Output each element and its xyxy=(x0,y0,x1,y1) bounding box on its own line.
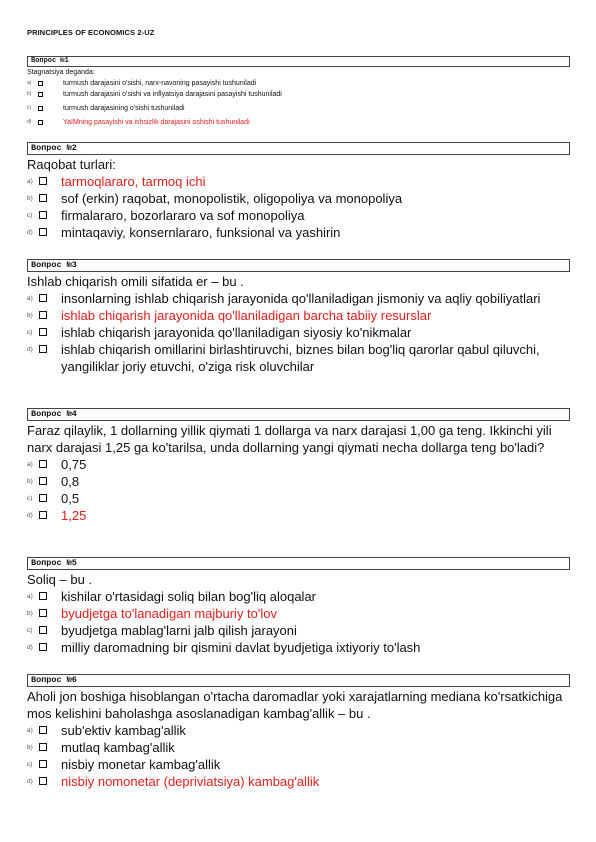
option-letter: c) xyxy=(27,495,33,502)
checkbox-icon[interactable] xyxy=(39,643,47,651)
answer-option[interactable] xyxy=(27,490,570,507)
option-text: turmush darajasining o'sishi tushuniladi xyxy=(63,105,185,112)
option-text: insonlarning ishlab chiqarish jarayonida qo'llaniladigan jismoniy va aqliy qobiliyatlari xyxy=(61,291,541,306)
option-letter: b) xyxy=(27,195,33,202)
option-letter: a) xyxy=(27,461,33,468)
question-block xyxy=(27,56,570,127)
option-text: ishlab chiqarish omillarini birlashtiruvchi, biznes bilan bog'liq qarorlar qabul qiluvchi, yangiliklar joriy etuvchi, o'ziga risk oluvchilar xyxy=(61,342,540,374)
option-letter: b) xyxy=(27,91,32,97)
checkbox-icon[interactable] xyxy=(38,120,43,125)
checkbox-icon[interactable] xyxy=(39,228,47,236)
question-text: Stagnatsiya deganda: xyxy=(27,69,95,76)
question-block xyxy=(27,259,570,375)
answer-option[interactable] xyxy=(27,324,570,341)
answer-option[interactable] xyxy=(27,773,570,790)
option-text: sub'ektiv kambag'allik xyxy=(61,723,186,738)
option-text: kishilar o'rtasidagi soliq bilan bog'liq aloqalar xyxy=(61,589,316,604)
option-text: nisbiy nomonetar (depriviatsiya) kambag'allik xyxy=(61,774,320,789)
question-text: Raqobat turlari: xyxy=(27,157,116,172)
option-letter: a) xyxy=(27,727,33,734)
answer-option[interactable] xyxy=(27,622,570,639)
question-header: Вопрос №5 xyxy=(27,557,570,570)
option-text: mutlaq kambag'allik xyxy=(61,740,175,755)
answer-option[interactable] xyxy=(27,588,570,605)
question-text: Aholi jon boshiga hisoblangan o'rtacha daromadlar yoki xarajatlarning mediana ko'rsatkichiga mos kelishini baholashga asoslanadigan kambag'allik – bu . xyxy=(27,689,563,721)
answer-option[interactable] xyxy=(27,473,570,490)
answer-option[interactable] xyxy=(27,639,570,656)
option-letter: a) xyxy=(27,593,33,600)
question-text: Faraz qilaylik, 1 dollarning yillik qiymati 1 dollarga va narx darajasi 1,00 ga teng. Ikkinchi yili narx darajasi 1,25 ga ko'tarilsa, unda dollarning yangi qiymati necha dollarga teng bo'ladi? xyxy=(27,423,552,455)
option-letter: a) xyxy=(27,295,33,302)
question-block xyxy=(27,408,570,524)
answer-option[interactable] xyxy=(27,190,570,207)
option-text: sof (erkin) raqobat, monopolistik, oligopoliya va monopoliya xyxy=(61,191,403,206)
option-text: tarmoqlararo, tarmoq ichi xyxy=(61,174,206,189)
question-block xyxy=(27,674,570,790)
option-letter: d) xyxy=(27,644,33,651)
question-block xyxy=(27,557,570,656)
option-letter: a) xyxy=(27,80,32,86)
question-header: Вопрос №4 xyxy=(27,408,570,421)
checkbox-icon[interactable] xyxy=(39,177,47,185)
answer-option[interactable] xyxy=(27,207,570,224)
answer-option[interactable] xyxy=(27,739,570,756)
option-letter: d) xyxy=(27,512,33,519)
question-header: Вопрос №3 xyxy=(27,259,570,272)
option-letter: b) xyxy=(27,610,33,617)
option-letter: c) xyxy=(27,761,33,768)
option-letter: b) xyxy=(27,744,33,751)
checkbox-icon[interactable] xyxy=(39,311,47,319)
option-letter: c) xyxy=(27,627,33,634)
option-letter: a) xyxy=(27,178,33,185)
checkbox-icon[interactable] xyxy=(39,626,47,634)
checkbox-icon[interactable] xyxy=(39,294,47,302)
answer-option[interactable] xyxy=(27,756,570,773)
option-text: mintaqaviy, konsernlararo, funksional va yashirin xyxy=(61,225,341,240)
option-letter: c) xyxy=(27,329,33,336)
answer-option[interactable] xyxy=(27,104,570,113)
answer-option[interactable] xyxy=(27,173,570,190)
answer-option[interactable] xyxy=(27,456,570,473)
checkbox-icon[interactable] xyxy=(39,211,47,219)
checkbox-icon[interactable] xyxy=(39,345,47,353)
checkbox-icon[interactable] xyxy=(39,777,47,785)
option-letter: d) xyxy=(27,229,33,236)
option-letter: b) xyxy=(27,312,33,319)
answer-option[interactable] xyxy=(27,307,570,324)
question-header: Вопрос №2 xyxy=(27,142,570,155)
option-text: turmush darajasini o'sishi va inflyatsiya darajasini pasayishi tushuniladi xyxy=(63,91,282,98)
option-letter: d) xyxy=(27,346,33,353)
checkbox-icon[interactable] xyxy=(39,609,47,617)
answer-option[interactable] xyxy=(27,290,570,307)
option-letter: d) xyxy=(27,778,33,785)
option-text: firmalararo, bozorlararo va sof monopoliya xyxy=(61,208,305,223)
question-text: Soliq – bu . xyxy=(27,572,93,587)
question-header: Вопрос №1 xyxy=(27,56,570,67)
answer-option[interactable] xyxy=(27,722,570,739)
checkbox-icon[interactable] xyxy=(39,726,47,734)
option-letter: c) xyxy=(27,212,33,219)
option-text: nisbiy monetar kambag'allik xyxy=(61,757,221,772)
option-text: ishlab chiqarish jarayonida qo'llaniladigan barcha tabiiy resurslar xyxy=(61,308,432,323)
answer-option[interactable] xyxy=(27,79,570,88)
option-text: byudjetga to'lanadigan majburiy to'lov xyxy=(61,606,277,621)
option-text: milliy daromadning bir qismini davlat byudjetiga ixtiyoriy to'lash xyxy=(61,640,421,655)
option-text: 0,8 xyxy=(61,474,80,489)
answer-option[interactable] xyxy=(27,507,570,524)
checkbox-icon[interactable] xyxy=(39,477,47,485)
answer-option[interactable] xyxy=(27,224,570,241)
document-title: PRINCIPLES OF ECONOMICS 2-UZ xyxy=(27,28,155,37)
option-text: turmush darajasini o'sishi, narx-navoning pasayishi tushuniladi xyxy=(63,80,257,87)
option-text: byudjetga mablag'larni jalb qilish jarayoni xyxy=(61,623,297,638)
checkbox-icon[interactable] xyxy=(39,760,47,768)
option-letter: d) xyxy=(27,119,32,125)
checkbox-icon[interactable] xyxy=(39,194,47,202)
checkbox-icon[interactable] xyxy=(39,460,47,468)
checkbox-icon[interactable] xyxy=(39,494,47,502)
question-header: Вопрос №6 xyxy=(27,674,570,687)
option-text: YaIMning pasayishi va ishsizlik darajasini oshishi tushuniladi xyxy=(63,119,250,126)
answer-option[interactable] xyxy=(27,118,570,127)
checkbox-icon[interactable] xyxy=(38,92,43,97)
option-text: 0,75 xyxy=(61,457,87,472)
option-letter: c) xyxy=(27,105,32,111)
answer-option[interactable] xyxy=(27,605,570,622)
checkbox-icon[interactable] xyxy=(38,81,43,86)
option-text: 1,25 xyxy=(61,508,87,523)
checkbox-icon[interactable] xyxy=(39,511,47,519)
question-block xyxy=(27,142,570,241)
option-text: ishlab chiqarish jarayonida qo'llaniladigan siyosiy ko'nikmalar xyxy=(61,325,412,340)
checkbox-icon[interactable] xyxy=(39,328,47,336)
checkbox-icon[interactable] xyxy=(38,106,43,111)
question-text: Ishlab chiqarish omili sifatida er – bu . xyxy=(27,274,244,289)
answer-option[interactable] xyxy=(27,90,570,99)
checkbox-icon[interactable] xyxy=(39,743,47,751)
answer-option[interactable] xyxy=(27,341,570,375)
option-letter: b) xyxy=(27,478,33,485)
option-text: 0,5 xyxy=(61,491,80,506)
checkbox-icon[interactable] xyxy=(39,592,47,600)
